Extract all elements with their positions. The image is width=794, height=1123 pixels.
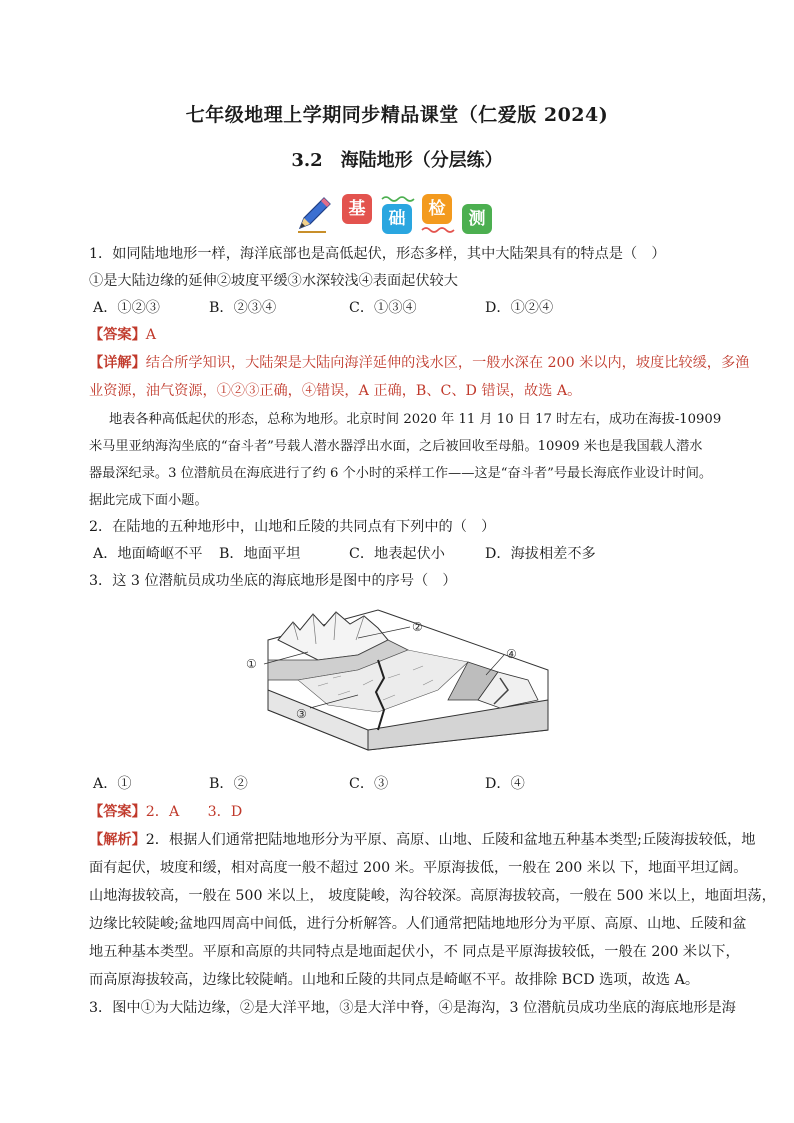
analysis-line: 山地海拔较高，一般在 500 米以上， 坡度陡峻，沟谷较深。高原海拔较高，一般在 500 米以上，地面坦荡， [89, 888, 776, 904]
q3-stem: 3．这 3 位潜航员成功坐底的海底地形是图中的序号（ ） [89, 573, 457, 589]
q1-stem: 1．如同陆地地形一样，海洋底部也是高低起伏，形态多样，其中大陆架具有的特点是（ ） [89, 246, 666, 262]
analysis-line [89, 829, 756, 851]
answer-value: 2．A 3．D [145, 804, 243, 820]
passage-line: 地表各种高低起伏的形态，总称为地形。北京时间 2020 年 11 月 10 日 17 时左右，成功在海拔-10909 [109, 412, 722, 427]
q2-option-d: D．海拔相差不多 [485, 546, 596, 562]
ocean-floor-diagram [238, 600, 558, 760]
analysis-label: 【解析】 [89, 832, 146, 848]
q2-option-c: C．地表起伏小 [349, 546, 445, 562]
diagram-label-3: ③ [296, 707, 307, 721]
q3-option-b: B．② [209, 776, 248, 792]
analysis-q3-line: 3．图中①为大陆边缘，②是大洋平地，③是大洋中脊，④是海沟，3 位潜航员成功坐底的海底地形是海 [89, 1000, 736, 1016]
detail-label: 【详解】 [89, 355, 146, 371]
badge-ce: 测 [462, 204, 492, 234]
q1-detail-line2: 业资源，油气资源，①②③正确，④错误，A 正确，B、C、D 错误，故选 A。 [89, 383, 582, 399]
badge-jian: 检 [422, 194, 452, 224]
analysis-line: 边缘比较陡峻;盆地四周高中间低，进行分析解答。人们通常把陆地地形分为平原、高原、山地、丘陵和盆 [89, 916, 747, 932]
diagram-label-2: ② [412, 620, 423, 634]
analysis-answer [89, 801, 724, 823]
analysis-line: 地五种基本类型。平原和高原的共同特点是地面起伏小，不 同点是平原海拔较低，一般在 200 米以下， [89, 944, 740, 960]
q1-option-d: D．①②④ [485, 300, 554, 316]
answer-value: A [145, 327, 157, 343]
q3-option-c: C．③ [349, 776, 389, 792]
q3-option-a: A．① [93, 776, 132, 792]
answer-label: 【答案】 [89, 327, 146, 343]
answer-label: 【答案】 [89, 804, 146, 820]
passage-line: 据此完成下面小题。 [89, 493, 208, 508]
section-badges [296, 190, 506, 238]
q1-option-a: A．①②③ [93, 300, 160, 316]
page-title: 七年级地理上学期同步精品课堂（仁爱版 2024) [185, 104, 609, 126]
passage-line: 器最深纪录。3 位潜航员在海底进行了约 6 个小时的采样工作——这是“奋斗者”号最长海底作业设计时间。 [89, 466, 713, 481]
diagram-label-1: ① [246, 657, 257, 671]
analysis-line: 面有起伏，坡度和缓，相对高度一般不超过 200 米。平原海拔低，一般在 200 米以 下，地面平坦辽阔。 [89, 860, 748, 876]
analysis-text: 2．根据人们通常把陆地地形分为平原、高原、山地、丘陵和盆地五种基本类型;丘陵海拔较低，地 [145, 832, 756, 848]
q2-option-a: A．地面崎岖不平 [93, 546, 203, 562]
passage-line: 米马里亚纳海沟坐底的“奋斗者”号载人潜水器浮出水面，之后被回收至母船。10909 米也是我国载人潜水 [89, 439, 703, 454]
detail-text: 结合所学知识，大陆架是大陆向海洋延伸的浅水区，一般水深在 200 米以内，坡度比较缓，多渔 [145, 355, 750, 371]
badge-ji: 基 [342, 194, 372, 224]
diagram-label-4: ④ [506, 647, 517, 661]
q2-stem: 2．在陆地的五种地形中，山地和丘陵的共同点有下列中的（ ） [89, 519, 496, 535]
q3-option-d: D．④ [485, 776, 525, 792]
q1-answer [89, 324, 724, 346]
q1-detail [89, 352, 750, 374]
wave-decoration [296, 190, 506, 238]
badge-chu: 础 [382, 204, 412, 234]
q1-option-b: B．②③④ [209, 300, 277, 316]
q1-option-c: C．①③④ [349, 300, 417, 316]
analysis-line: 而高原海拔较高，边缘比较陡峭。山地和丘陵的共同点是崎岖不平。故排除 BCD 选项，故选 A。 [89, 972, 700, 988]
q1-statements: ①是大陆边缘的延伸②坡度平缓③水深较浅④表面起伏较大 [89, 273, 458, 289]
page-subtitle: 3.2 海陆地形（分层练） [291, 150, 503, 171]
q2-option-b: B．地面平坦 [219, 546, 301, 562]
